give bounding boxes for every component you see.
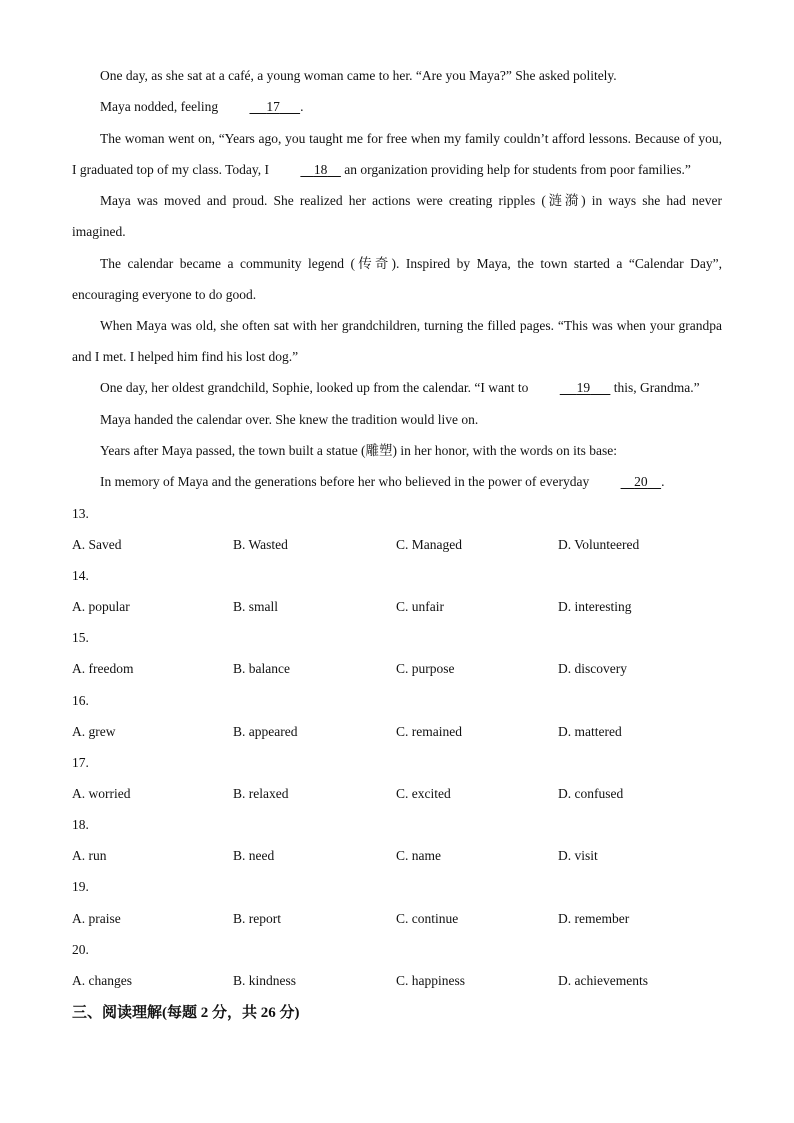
paragraph-text: One day, her oldest grandchild, Sophie, looked up from the calendar. “I want to [100,380,532,395]
option-a: A. popular [72,599,130,614]
option-a: A. worried [72,786,131,801]
passage-paragraph-4 [72,185,722,247]
question-options [72,847,722,865]
option-c: C. purpose [396,661,455,676]
question-options [72,598,722,616]
option-a: A. changes [72,973,132,988]
passage-paragraph-2 [72,91,722,122]
paragraph-text: When Maya was old, she often sat with her grandchildren, turning the filled pages. “This was when your grandpa and I met. I helped him find his lost dog.” [72,318,722,364]
question-options [72,972,722,990]
question-number: 16. [72,693,89,708]
option-d: D. mattered [558,724,622,739]
question-options [72,785,722,803]
paragraph-text: The calendar became a community legend (传奇). Inspired by Maya, the town started a “Calendar Day”, encouraging everyone to do good. [72,256,722,302]
passage-paragraph-10 [72,466,722,497]
paragraph-text: this, Grandma.” [610,380,700,395]
question-number: 20. [72,942,89,957]
paragraph-text: an organization providing help for students from poor families.” [340,162,691,177]
paragraph-text: In memory of Maya and the generations before her who believed in the power of everyday [100,474,593,489]
blank-19: 19 [576,380,591,395]
option-d: D. discovery [558,661,627,676]
option-b: B. balance [233,661,290,676]
question-number: 13. [72,506,89,521]
passage-paragraph-3 [72,123,722,185]
option-d: D. visit [558,848,598,863]
question-number: 19. [72,879,89,894]
paragraph-text: One day, as she sat at a café, a young woman came to her. “Are you Maya?” She asked politely. [100,68,617,83]
option-b: B. kindness [233,973,297,988]
paragraph-text: . [661,474,665,489]
paragraph-text: Maya handed the calendar over. She knew the tradition would live on. [100,412,479,427]
question-options [72,660,722,678]
blank-18: 18 [313,162,328,177]
option-c: C. remained [396,724,462,739]
option-c: C. happiness [396,973,465,988]
option-d: D. confused [558,786,624,801]
option-d: D. interesting [558,599,632,614]
passage-paragraph-8 [72,404,722,435]
question-options [72,910,722,928]
option-d: D. Volunteered [558,537,640,552]
section-heading: 三、阅读理解(每题 2 分，共 26 分) [72,1005,300,1021]
passage-paragraph-9 [72,435,722,466]
option-a: A. freedom [72,661,134,676]
option-b: B. small [233,599,279,614]
paragraph-text: . [300,99,304,114]
paragraph-text: Maya nodded, feeling [100,99,222,114]
option-a: A. Saved [72,537,122,552]
option-a: A. grew [72,724,116,739]
option-b: B. report [233,911,281,926]
blank-20: 20 [634,474,648,489]
option-c: C. name [396,848,441,863]
option-d: D. achievements [558,973,648,988]
option-c: C. Managed [396,537,462,552]
option-d: D. remember [558,911,630,926]
option-a: A. praise [72,911,121,926]
option-b: B. need [233,848,275,863]
question-number: 17. [72,755,89,770]
option-c: C. excited [396,786,451,801]
passage-paragraph-1 [72,60,722,91]
paragraph-text: Maya was moved and proud. She realized her actions were creating ripples (涟漪) in ways she had never imagined. [72,193,722,239]
option-b: B. relaxed [233,786,289,801]
question-number: 14. [72,568,89,583]
blank-17: 17 [266,99,280,114]
paragraph-text: The woman went on, “Years ago, you taught me for free when my family couldn’t afford lessons. Because of you, I graduated top of my class. Today, I [72,131,722,177]
question-options [72,536,722,554]
passage-paragraph-5 [72,248,722,310]
option-c: C. continue [396,911,459,926]
passage-paragraph-6 [72,310,722,372]
question-options [72,723,722,741]
option-b: B. appeared [233,724,298,739]
question-number: 15. [72,630,89,645]
question-number: 18. [72,817,89,832]
passage-paragraph-7 [72,372,722,403]
paragraph-text: Years after Maya passed, the town built a statue (雕塑) in her honor, with the words on its base: [100,443,617,458]
option-a: A. run [72,848,107,863]
option-c: C. unfair [396,599,444,614]
option-b: B. Wasted [233,537,288,552]
